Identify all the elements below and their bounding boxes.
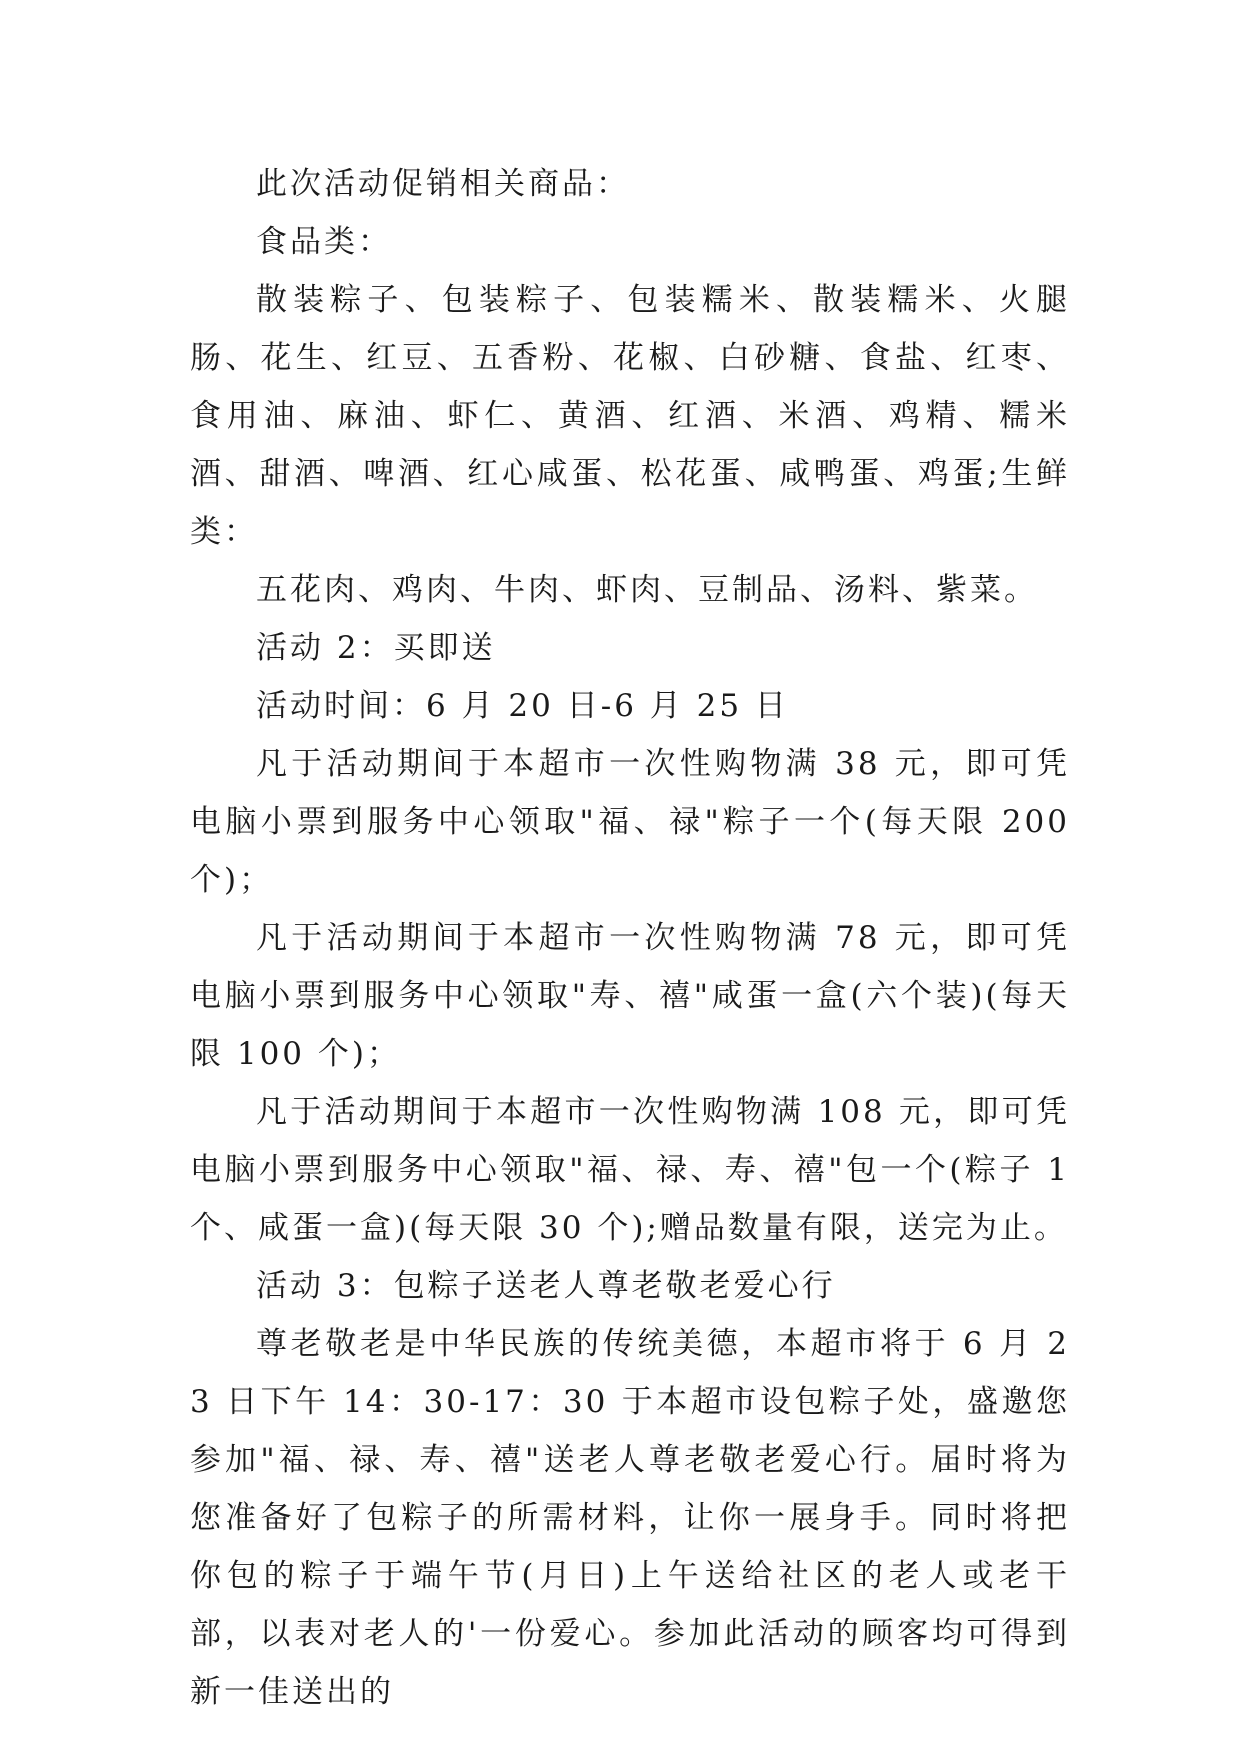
paragraph-activity-3-body: 尊老敬老是中华民族的传统美德，本超市将于 6 月 23 日下午 14：30-17：30 于本超市设包粽子处，盛邀您参加"福、禄、寿、禧"送老人尊老敬老爱心行。届时将为您准备好了包粽子的所需材料，让你一展身手。同时将把你包的粽子于端午节(月日)上午送给社区的老人或老干部，以表对老人的'一份爱心。参加此活动的顾客均可得到新一佳送出的 <box>190 1326 1070 1710</box>
paragraph-activity-2-title: 活动 2：买即送 <box>256 630 496 666</box>
paragraph-offer-38: 凡于活动期间于本超市一次性购物满 38 元，即可凭电脑小票到服务中心领取"福、禄"粽子一个(每天限 200 个)； <box>190 746 1070 898</box>
paragraph-offer-78: 凡于活动期间于本超市一次性购物满 78 元，即可凭电脑小票到服务中心领取"寿、禧"咸蛋一盒(六个装)(每天限 100 个)； <box>190 920 1070 1072</box>
paragraph-food-category-heading: 食品类： <box>256 224 392 260</box>
paragraph-offer-108: 凡于活动期间于本超市一次性购物满 108 元，即可凭电脑小票到服务中心领取"福、禄、寿、禧"包一个(粽子 1 个、咸蛋一盒)(每天限 30 个);赠品数量有限，送完为止。 <box>190 1094 1070 1246</box>
paragraph-activity-2-time: 活动时间：6 月 20 日-6 月 25 日 <box>256 688 789 724</box>
paragraph-promo-goods-heading: 此次活动促销相关商品： <box>256 166 630 202</box>
paragraph-activity-3-title: 活动 3：包粽子送老人尊老敬老爱心行 <box>256 1268 836 1304</box>
paragraph-food-list: 散装粽子、包装粽子、包装糯米、散装糯米、火腿肠、花生、红豆、五香粉、花椒、白砂糖、食盐、红枣、食用油、麻油、虾仁、黄酒、红酒、米酒、鸡精、糯米酒、甜酒、啤酒、红心咸蛋、松花蛋、咸鸭蛋、鸡蛋;生鲜类： <box>190 282 1070 550</box>
document-body <box>190 155 1070 1721</box>
paragraph-fresh-list: 五花肉、鸡肉、牛肉、虾肉、豆制品、汤料、紫菜。 <box>256 572 1038 608</box>
